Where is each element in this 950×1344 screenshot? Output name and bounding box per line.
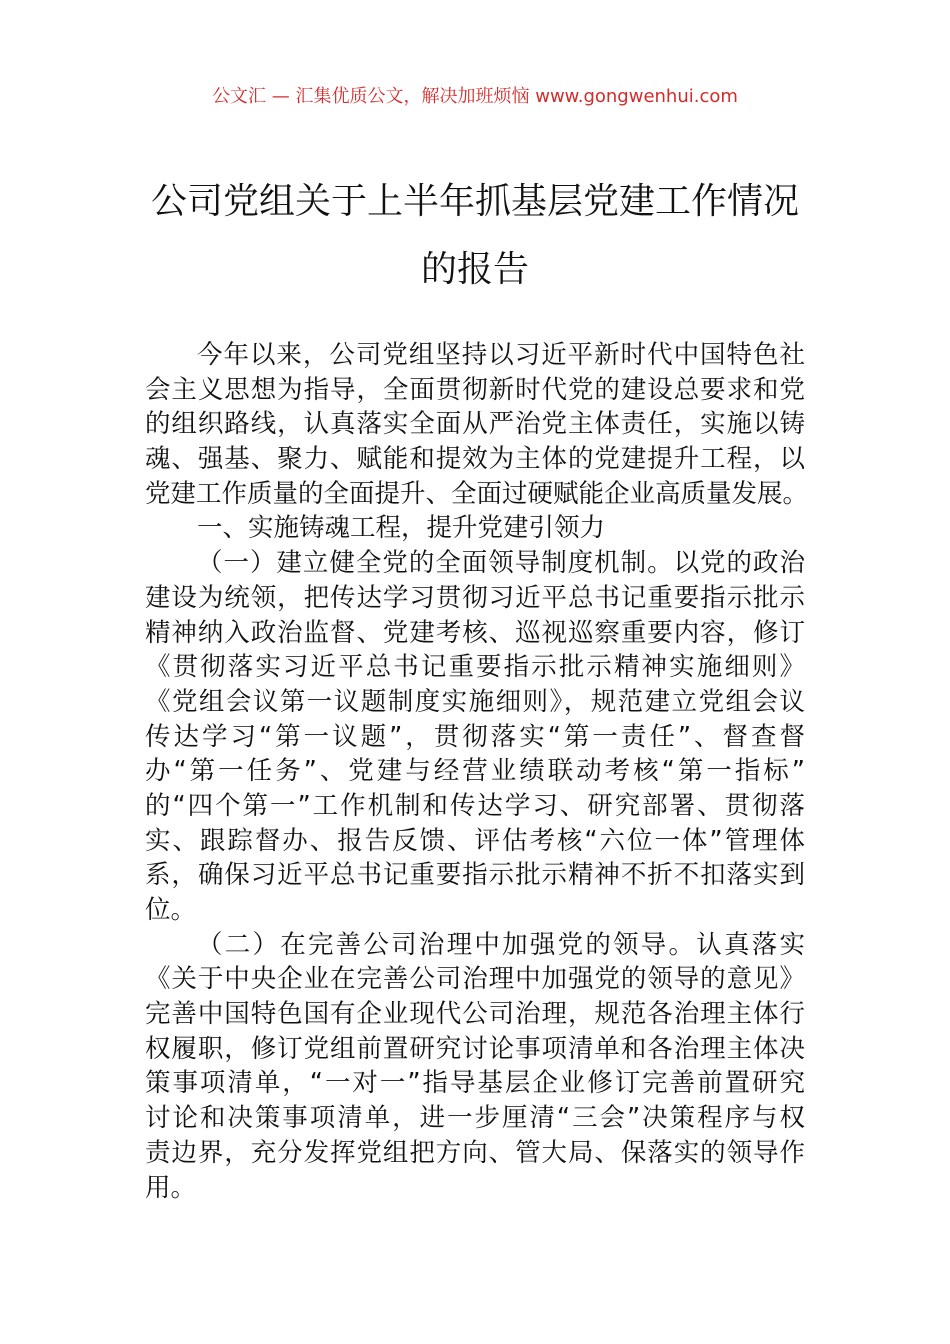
body-line: 党建工作质量的全面提升、全面过硬赋能企业高质量发展。 [145, 478, 809, 509]
body-line: 系，确保习近平总书记重要指示批示精神不折不扣落实到 [145, 860, 805, 891]
body-line: 责边界，充分发挥党组把方向、管大局、保落实的领导作 [145, 1137, 805, 1168]
body-line: 完善中国特色国有企业现代公司治理，规范各治理主体行 [145, 999, 805, 1030]
body-line: 《关于中央企业在完善公司治理中加强党的领导的意见》 [145, 964, 805, 995]
document-title [120, 168, 830, 304]
title-line: 公司党组关于上半年抓基层党建工作情况 [150, 181, 799, 222]
body-line: 办“第一任务”、党建与经营业绩联动考核“第一指标” [145, 756, 805, 787]
body-line: 会主义思想为指导，全面贯彻新时代党的建设总要求和党 [145, 374, 805, 405]
body-line: （一）建立健全党的全面领导制度机制。以党的政治 [197, 548, 805, 579]
body-line: 传达学习“第一议题”，贯彻落实“第一责任”、督查督 [145, 721, 805, 752]
body-line: 精神纳入政治监督、党建考核、巡视巡察重要内容，修订 [145, 617, 805, 648]
body-line: 用。 [145, 1172, 197, 1203]
body-line: 一、实施铸魂工程，提升党建引领力 [197, 513, 606, 544]
body-line: 权履职，修订党组前置研究讨论事项清单和各治理主体决 [145, 1033, 805, 1064]
body-line: 《党组会议第一议题制度实施细则》，规范建立党组会议 [145, 686, 805, 717]
watermark-header: 公文汇 — 汇集优质公文，解决加班烦恼 www.gongwenhui.com [212, 86, 738, 107]
title-line: 的报告 [420, 249, 529, 290]
body-line: 实、跟踪督办、报告反馈、评估考核“六位一体”管理体 [145, 825, 805, 856]
body-line: 讨论和决策事项清单，进一步厘清“三会”决策程序与权 [145, 1103, 805, 1134]
body-line: 位。 [145, 895, 197, 925]
body-line: 策事项清单，“一对一”指导基层企业修订完善前置研究 [145, 1068, 805, 1099]
body-line: 建设为统领，把传达学习贯彻习近平总书记重要指示批示 [145, 582, 805, 613]
body-line: 的组织路线，认真落实全面从严治党主体责任，实施以铸 [145, 409, 805, 440]
body-line: 《贯彻落实习近平总书记重要指示批示精神实施细则》 [145, 652, 805, 683]
body-line: 的“四个第一”工作机制和传达学习、研究部署、贯彻落 [145, 790, 805, 821]
body-line: 今年以来，公司党组坚持以习近平新时代中国特色社 [197, 340, 805, 370]
body-line: （二）在完善公司治理中加强党的领导。认真落实 [197, 929, 805, 960]
document-body [145, 338, 809, 1205]
body-line: 魂、强基、聚力、赋能和提效为主体的党建提升工程，以 [145, 444, 805, 475]
